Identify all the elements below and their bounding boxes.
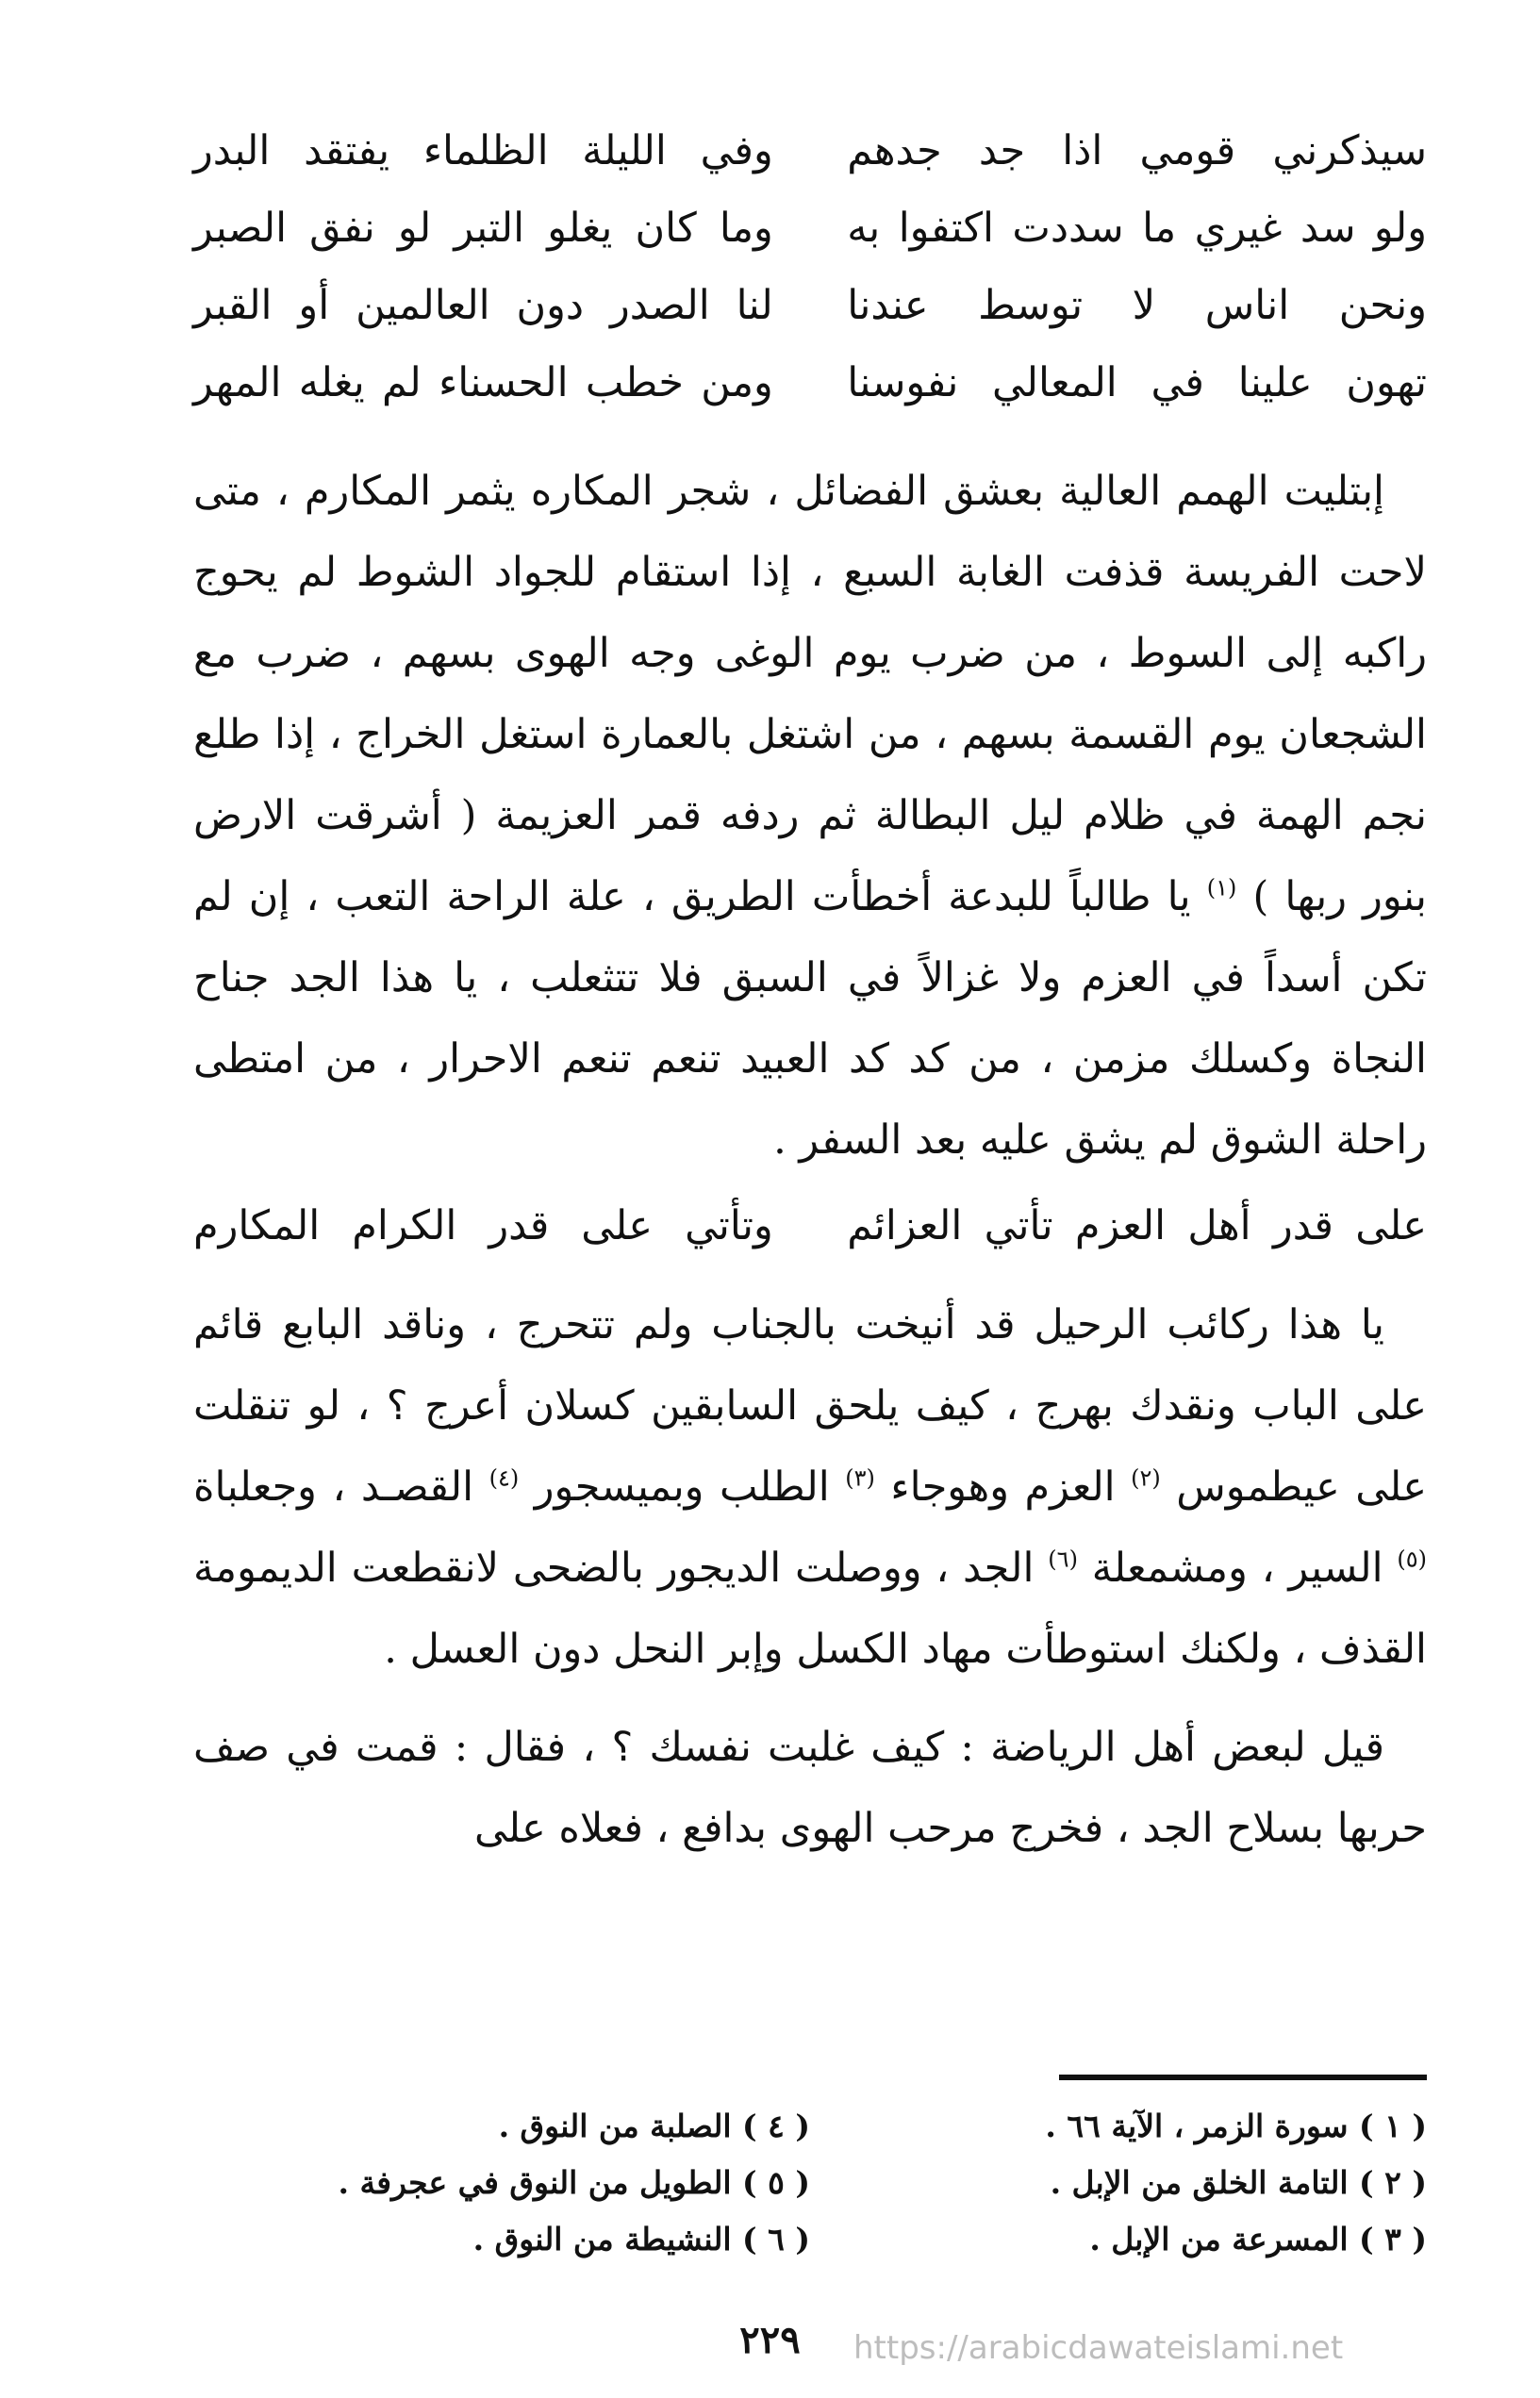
- footnote-ref-4: (٤): [488, 1464, 520, 1492]
- hemistich-left: وتأتي على قدر الكرام المكارم: [193, 1202, 773, 1250]
- footnote-ref-2: (٢): [1131, 1464, 1161, 1492]
- couplet: [193, 268, 1427, 345]
- footnote-separator: [1059, 2075, 1427, 2080]
- hemistich-right: على قدر أهل العزم تأتي العزائم: [847, 1202, 1427, 1250]
- footnote-ref-1: (١): [1206, 874, 1237, 901]
- footnote-5: ( ٥ ) الطويل من النوق في عجرفة .: [338, 2164, 810, 2201]
- paragraph-3: قيل لبعض أهل الرياضة : كيف غلبت نفسك ؟ ، فقال : قمت في صف حربها بسلاح الجد ، فخرج مرحب الهوى بدافع ، فعلاه على: [193, 1724, 1427, 1852]
- footnote-2: ( ٢ ) التامة الخلق من الإبل .: [1050, 2164, 1427, 2201]
- hemistich-left: ومن خطب الحسناء لم يغله المهر: [193, 359, 773, 407]
- single-verse: [193, 1188, 1427, 1265]
- paragraph-2-text-e: السير ، ومشمعلة: [1091, 1545, 1383, 1592]
- verse-block: [193, 113, 1427, 422]
- hemistich-left: وما كان يغلو التبر لو نفق الصبر: [193, 205, 773, 253]
- paragraph-2-text-f: الجد ، ووصلت الديجور بالضحى لانقطعت الديمومة القذف ، ولكنك استوطأت مهاد الكسل وإبر النحل دون العسل .: [193, 1545, 1427, 1673]
- hemistich-right: سيذكرني قومي اذا جد جدهم: [847, 127, 1427, 175]
- couplet: [193, 345, 1427, 422]
- couplet: [193, 113, 1427, 190]
- paragraph-2-text-a: يا هذا ركائب الرحيل قد أنيخت بالجناب ولم تتحرج ، وناقد البابع قائم على الباب ونقدك بهرج ، كيف يلحق السابقين كسلان أعرج ؟ ، لو تنقلت على عيطموس: [193, 1301, 1428, 1511]
- footnote-ref-3: (٣): [845, 1464, 875, 1492]
- watermark-url: https://arabicdawateislami.net: [853, 2329, 1344, 2367]
- hemistich-right: ولو سد غيري ما سددت اكتفوا به: [847, 205, 1427, 253]
- paragraph-2-text-c: الطلب وبميسجور: [534, 1464, 830, 1511]
- paragraph-1-text-a: إبتليت الهمم العالية بعشق الفضائل ، شجر المكاره يثمر المكارم ، متى لاحت الفريسة قذفت الغابة السبع ، إذا استقام للجواد الشوط لم يحوج راكبه إلى السوط ، من ضرب يوم الوغى وجه الهوى بسهم ، ضرب مع الشجعان يوم القسمة بسهم ، من اشتغل بالعمارة استغل الخراج ، إذا طلع نجم الهمة في ظلام ليل البطالة ثم ردفه قمر العزيمة ( أشرقت الارض بنور ربها ): [193, 468, 1428, 920]
- hemistich-left: وفي الليلة الظلماء يفتقد البدر: [193, 127, 773, 175]
- paragraph-2-text-d: القصـد ، وجعلباة: [193, 1464, 474, 1511]
- footnote-6: ( ٦ ) النشيطة من النوق .: [472, 2221, 810, 2257]
- paragraph-2: [193, 1284, 1427, 1690]
- paragraph-1: [193, 451, 1427, 1181]
- paragraph-2-text-b: العزم وهوجاء: [890, 1464, 1116, 1511]
- hemistich-right: تهون علينا في المعالي نفوسنا: [847, 359, 1427, 407]
- footnote-3: ( ٣ ) المسرعة من الإبل .: [1089, 2221, 1427, 2257]
- footnote-ref-5: (٥): [1397, 1546, 1428, 1573]
- couplet: [193, 190, 1427, 268]
- footnotes: [193, 2098, 1427, 2268]
- footnote-1: ( ١ ) سورة الزمر ، الآية ٦٦ .: [1045, 2108, 1427, 2144]
- hemistich-left: لنا الصدر دون العالمين أو القبر: [193, 282, 773, 330]
- footnote-ref-6: (٦): [1048, 1546, 1078, 1573]
- page-number: ٢٢٩: [739, 2318, 801, 2362]
- footnote-4: ( ٤ ) الصلبة من النوق .: [498, 2108, 810, 2144]
- paragraph-1-text-b: يا طالباً للبدعة أخطأت الطريق ، علة الراحة التعب ، إن لم تكن أسداً في العزم ولا غزالاً في السبق فلا تتثعلب ، يا هذا الجد جناح النجاة وكسلك مزمن ، من كد كد العبيد تنعم تنعم الاحرار ، من امتطى راحلة الشوق لم يشق عليه بعد السفر .: [193, 873, 1427, 1164]
- hemistich-right: ونحن اناس لا توسط عندنا: [847, 282, 1427, 330]
